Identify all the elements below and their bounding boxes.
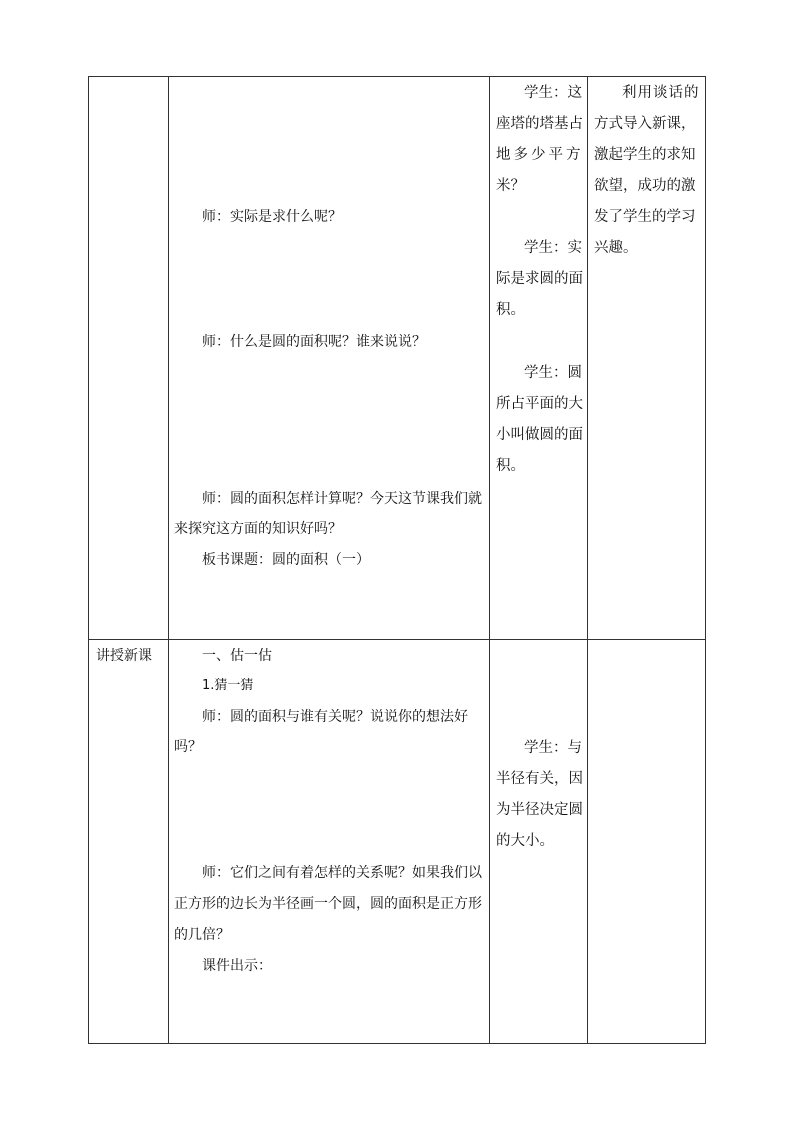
subsection-heading: 1.猜一猜 [202,678,254,693]
student-answer: 米？ [496,178,525,194]
column-divider-3 [587,77,588,1043]
design-note: 发了学生的学习 [594,209,696,225]
column-divider-1 [168,77,169,1043]
design-note: 利用谈话的 [622,85,700,101]
student-answer: 学生：与 [524,740,582,756]
stage-label: 讲授新课 [96,648,152,664]
student-answer: 半径有关，因 [496,771,583,787]
student-answer: 积。 [496,302,525,318]
design-note: 方式导入新课， [594,116,696,132]
column-divider-2 [489,77,490,1043]
teacher-question: 师：实际是求什么呢？ [202,209,342,225]
row-divider [89,639,705,640]
student-answer: 际是求圆的面 [496,271,583,287]
student-answer: 学生：圆 [524,365,582,381]
section-heading: 一、估一估 [202,648,272,664]
teacher-question: 师：圆的面积怎样计算呢？今天这节课我们就 [202,491,482,507]
teacher-question: 师：圆的面积与谁有关呢？说说你的想法好 [202,709,468,725]
design-note: 兴趣。 [594,240,638,256]
teacher-question: 师：什么是圆的面积呢？谁来说说？ [202,334,426,350]
teacher-question: 师：它们之间有着怎样的关系呢？如果我们以 [202,865,482,881]
student-answer: 学生：这 [524,85,582,101]
student-answer: 座塔的塔基占 [496,116,583,132]
board-title: 板书课题：圆的面积（一） [202,552,370,568]
courseware-label: 课件出示： [202,958,272,974]
teacher-question: 来探究这方面的知识好吗？ [174,521,342,537]
design-note: 欲望，成功的激 [594,178,696,194]
teacher-question: 的几倍？ [174,927,230,943]
student-answer: 积。 [496,458,525,474]
student-answer: 学生：实 [524,240,582,256]
teacher-question: 正方形的边长为半径画一个圆，圆的面积是正方形 [174,896,482,912]
student-answer: 所占平面的大 [496,396,583,412]
teacher-question: 吗？ [174,739,202,755]
student-answer: 的大小。 [496,833,554,849]
student-answer: 地多少平方 [496,147,584,163]
student-answer: 为半径决定圆 [496,802,583,818]
design-note: 激起学生的求知 [594,147,696,163]
student-answer: 小叫做圆的面 [496,427,583,443]
